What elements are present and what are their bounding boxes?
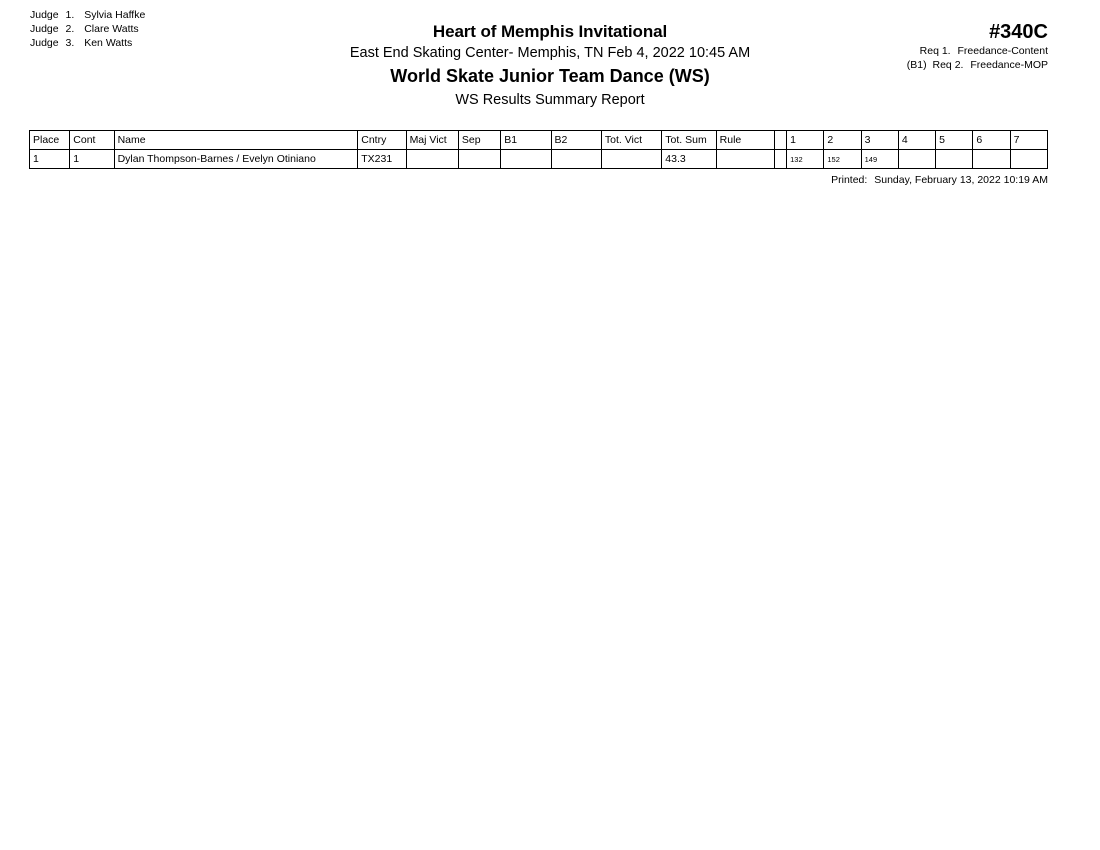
column-header-judge-2: 2 [824, 131, 861, 150]
column-header-b1: B1 [501, 131, 551, 150]
requirement-number: 1. [941, 45, 951, 57]
judge-number: 1. [65, 9, 75, 21]
requirement-number: 2. [954, 59, 964, 71]
cell-tot-vict [601, 150, 661, 169]
cell-judge-score-6 [973, 150, 1010, 169]
cell-b1 [501, 150, 551, 169]
column-header-judge-1: 1 [787, 131, 824, 150]
cell-judge-score-2: 152 [824, 150, 861, 169]
judge-name: Ken Watts [84, 37, 133, 49]
cell-judge-score-4 [898, 150, 935, 169]
cell-rule [716, 150, 774, 169]
cell-name: Dylan Thompson-Barnes / Evelyn Otiniano [114, 150, 358, 169]
column-header-name: Name [114, 131, 358, 150]
cell-judge-score-7 [1010, 150, 1047, 169]
cell-b2 [551, 150, 601, 169]
column-header-judge-3: 3 [861, 131, 898, 150]
requirement-line [907, 44, 1048, 58]
event-title: World Skate Junior Team Dance (WS) [390, 66, 710, 86]
requirement-value: Freedance-MOP [970, 59, 1048, 71]
requirement-prefix: (B1) [906, 59, 927, 71]
requirement-line [907, 58, 1048, 72]
column-header-tot-vict: Tot. Vict [601, 131, 661, 150]
table-header-row [30, 131, 1048, 150]
judge-name: Sylvia Haffke [84, 9, 146, 21]
column-header-cont: Cont [70, 131, 114, 150]
table-row [30, 150, 1048, 169]
judge-label: Judge [30, 9, 59, 21]
cell-sep [458, 150, 500, 169]
cell-judge-score-5 [936, 150, 973, 169]
column-header-sep: Sep [458, 131, 500, 150]
column-header-tot-sum: Tot. Sum [662, 131, 716, 150]
event-number: #340C [989, 21, 1048, 43]
column-header-place: Place [30, 131, 70, 150]
column-header-cntry: Cntry [358, 131, 406, 150]
printed-timestamp [831, 174, 1048, 186]
event-info-panel [907, 20, 1048, 72]
requirement-label: Req [932, 59, 952, 71]
results-table-container [29, 130, 1048, 169]
cell-tot-sum: 43.3 [662, 150, 716, 169]
judge-name: Clare Watts [84, 23, 139, 35]
column-header-judge-6: 6 [973, 131, 1010, 150]
judge-number: 3. [65, 37, 75, 49]
column-header-b2: B2 [551, 131, 601, 150]
judge-label: Judge [30, 23, 59, 35]
report-title: WS Results Summary Report [455, 92, 645, 108]
cell-judge-score-3: 149 [861, 150, 898, 169]
cell-cont: 1 [70, 150, 114, 169]
judge-number: 2. [65, 23, 75, 35]
column-header-judge-4: 4 [898, 131, 935, 150]
column-header-judge-7: 7 [1010, 131, 1047, 150]
column-header-judge-5: 5 [936, 131, 973, 150]
requirement-label: Req [919, 45, 939, 57]
cell-cntry: TX231 [358, 150, 406, 169]
cell-place: 1 [30, 150, 70, 169]
column-header-maj-vict: Maj Vict [406, 131, 458, 150]
cell-judge-score-1: 132 [787, 150, 824, 169]
cell-gap [775, 150, 787, 169]
judge-label: Judge [30, 37, 59, 49]
cell-maj-vict [406, 150, 458, 169]
judge-list-item [30, 8, 145, 22]
requirement-value: Freedance-Content [957, 45, 1048, 57]
printed-label: Printed: [831, 174, 868, 186]
column-gap [775, 131, 787, 150]
column-header-rule: Rule [716, 131, 774, 150]
printed-value: Sunday, February 13, 2022 10:19 AM [874, 174, 1048, 186]
results-table [29, 130, 1048, 169]
competition-title: Heart of Memphis Invitational [432, 22, 668, 41]
venue-datetime-line: East End Skating Center- Memphis, TN Feb 4, 2022 10:45 AM [349, 45, 751, 61]
